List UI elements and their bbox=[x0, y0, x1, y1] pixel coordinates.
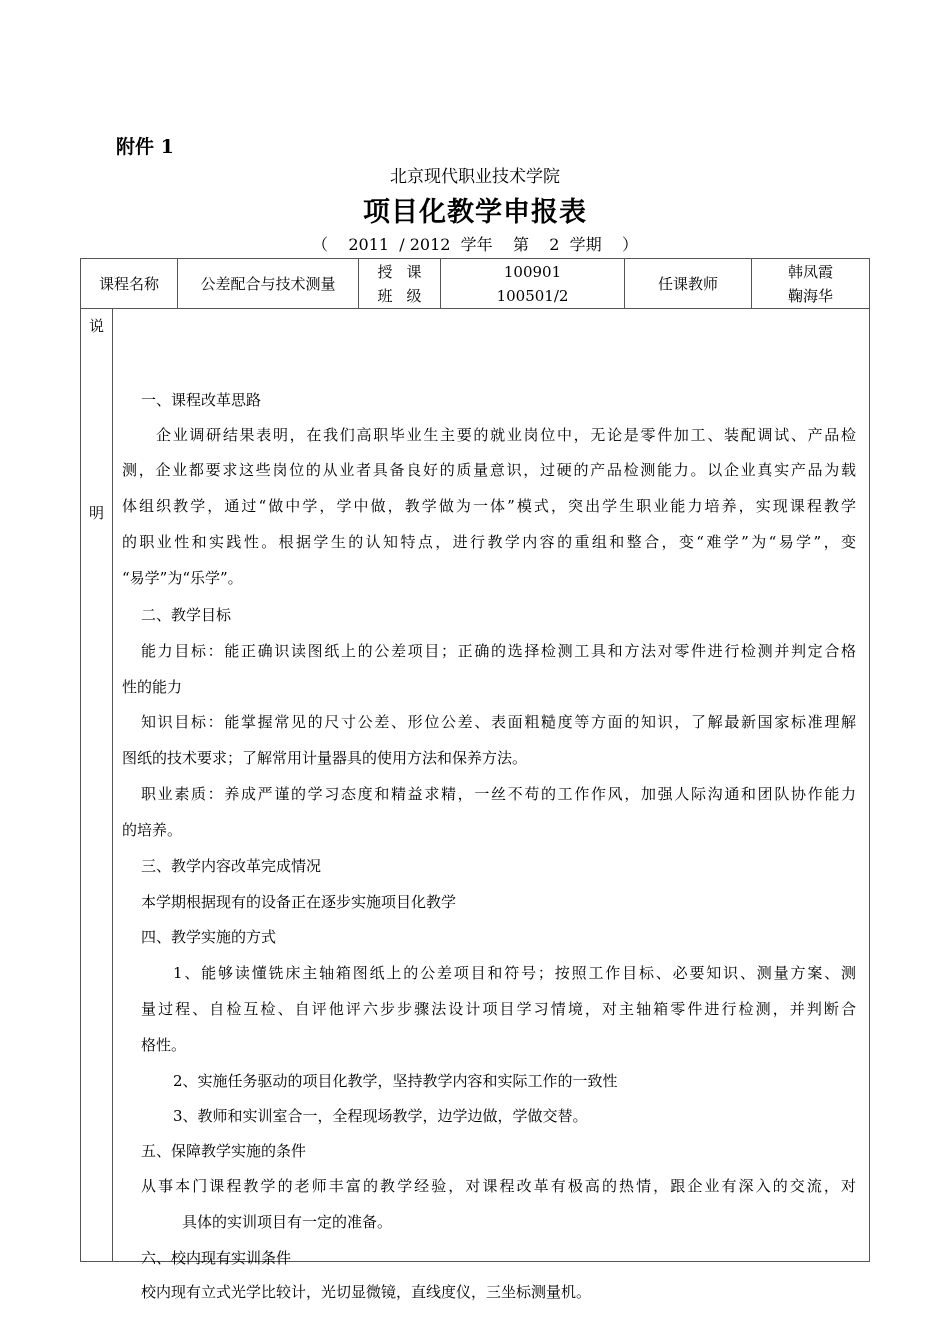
description-side-label bbox=[81, 309, 113, 1262]
section-2-quality-line-1: 职业素质：养成严谨的学习态度和精益求精，一丝不苟的工作作风，加强人际沟通和团队协作能力 bbox=[141, 785, 856, 803]
side-label-mid: 明 bbox=[88, 504, 104, 522]
section-4-item-3: 3、教师和实训室合一，全程现场教学，边学边做，学做交替。 bbox=[173, 1107, 588, 1125]
class-value-line1: 100901 bbox=[503, 262, 562, 281]
section-4-item-1-line-3: 格性。 bbox=[141, 1036, 187, 1054]
section-2-quality-line-2: 的培养。 bbox=[122, 821, 183, 839]
section-5-line-2: 具体的实训项目有一定的准备。 bbox=[182, 1213, 393, 1231]
class-label-line1: 授课 bbox=[377, 262, 436, 281]
teacher-name-1: 韩凤霞 bbox=[788, 262, 834, 281]
section-1-line-3: 体组织教学，通过“做中学，学中做，教学做为一体”模式，突出学生职业能力培养，实现课程教学 bbox=[122, 497, 856, 515]
section-1-line-4: 的职业性和实践性。根据学生的认知特点，进行教学内容的重组和整合，变“难学”为“易学”，变 bbox=[122, 533, 856, 551]
section-1-line-1: 企业调研结果表明，在我们高职毕业生主要的就业岗位中，无论是零件加工、装配调试、产品检 bbox=[156, 426, 856, 444]
section-2-knowledge-line-2: 图纸的技术要求；了解常用计量器具的使用方法和保养方法。 bbox=[122, 749, 528, 767]
section-4-item-2: 2、实施任务驱动的项目化教学，坚持教学内容和实际工作的一致性 bbox=[173, 1072, 618, 1090]
description-row bbox=[81, 309, 870, 1262]
section-1-line-2: 测，企业都要求这些岗位的从业者具备良好的质量意识，过硬的产品检测能力。以企业真实产品为载 bbox=[122, 461, 856, 479]
teacher-label: 任课教师 bbox=[625, 259, 752, 309]
class-value-line2: 100501/2 bbox=[496, 286, 569, 305]
form-header-row bbox=[81, 259, 870, 309]
section-5-line-1: 从事本门课程教学的老师丰富的教学经验，对课程改革有极高的热情，跟企业有深入的交流，对 bbox=[141, 1177, 856, 1195]
section-4-item-1-line-2: 量过程、自检互检、自评他评六步步骤法设计项目学习情境，对主轴箱零件进行检测，并判断合 bbox=[141, 1000, 856, 1018]
description-content-cell bbox=[113, 309, 870, 1301]
course-name-value: 公差配合与技术测量 bbox=[178, 259, 359, 309]
section-2-ability-line-2: 性的能力 bbox=[122, 678, 183, 696]
description-content bbox=[113, 309, 869, 1301]
course-name-label: 课程名称 bbox=[81, 259, 178, 309]
class-label-line2: 班级 bbox=[377, 286, 436, 305]
section-4-item-1-line-1: 1、能够读懂铣床主轴箱图纸上的公差项目和符号；按照工作目标、必要知识、测量方案、测 bbox=[173, 964, 856, 982]
section-2-ability-line-1: 能力目标：能正确识读图纸上的公差项目；正确的选择检测工具和方法对零件进行检测并判定合格 bbox=[141, 642, 856, 660]
section-6-line-1: 校内现有立式光学比较计，光切显微镜，直线度仪，三坐标测量机。 bbox=[141, 1283, 592, 1301]
teacher-name-2: 鞠海华 bbox=[788, 286, 834, 305]
section-5-title: 五、保障教学实施的条件 bbox=[141, 1142, 307, 1160]
section-2-knowledge-line-1: 知识目标：能掌握常见的尺寸公差、形位公差、表面粗糙度等方面的知识，了解最新国家标准理解 bbox=[141, 713, 856, 731]
section-3-line-1: 本学期根据现有的设备正在逐步实施项目化教学 bbox=[141, 893, 457, 911]
application-form-table bbox=[80, 258, 870, 1301]
section-4-title: 四、教学实施的方式 bbox=[141, 928, 277, 946]
attachment-label: 附件 1 bbox=[116, 136, 174, 158]
class-value bbox=[441, 259, 625, 309]
college-name: 北京现代职业技术学院 bbox=[390, 167, 560, 187]
class-label bbox=[359, 259, 441, 309]
form-title: 项目化教学申报表 bbox=[363, 197, 587, 228]
academic-term: （ 2011 / 2012 学年 第 2 学期 ） bbox=[312, 235, 638, 254]
section-1-title: 一、课程改革思路 bbox=[141, 391, 262, 409]
side-label-top: 说 bbox=[88, 317, 104, 335]
teacher-names bbox=[752, 259, 870, 309]
section-6-title: 六、校内现有实训条件 bbox=[141, 1249, 292, 1267]
section-3-title: 三、教学内容改革完成情况 bbox=[141, 857, 322, 875]
section-2-title: 二、教学目标 bbox=[141, 606, 232, 624]
section-1-line-5: “易学”为“乐学”。 bbox=[122, 569, 243, 587]
